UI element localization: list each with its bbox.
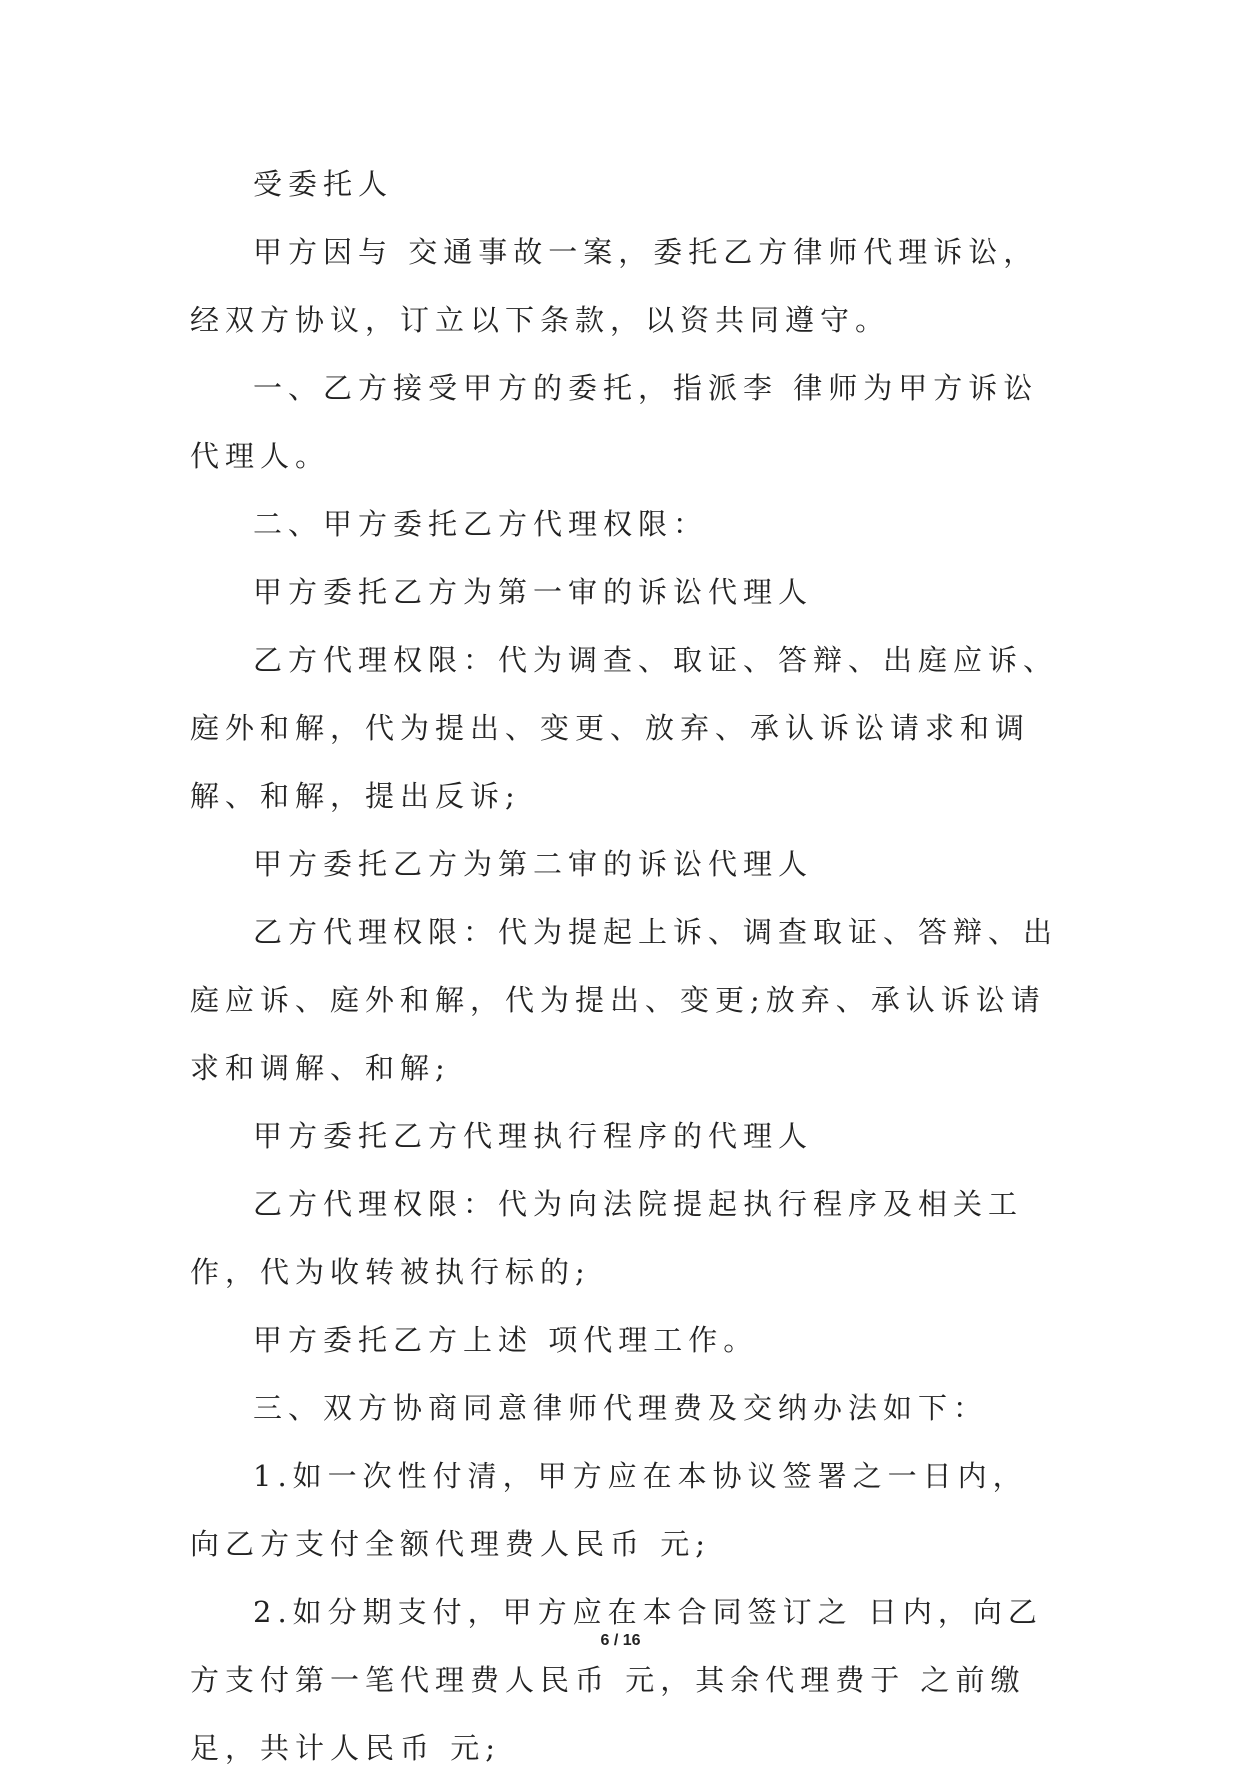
document-body [190, 150, 1060, 1782]
paragraph-clause-2-heading: 二、甲方委托乙方代理权限： [253, 507, 709, 541]
paragraph-first-instance-powers: 乙方代理权限：代为调查、取证、答辩、出庭应诉、庭外和解，代为提出、变更、放弃、承认诉讼请求和调解、和解，提出反诉; [190, 643, 1059, 813]
paragraph-scope: 甲方委托乙方上述 项代理工作。 [253, 1323, 759, 1357]
paragraph-clause-1: 一、乙方接受甲方的委托，指派李 律师为甲方诉讼代理人。 [190, 371, 1039, 473]
paragraph-execution: 甲方委托乙方代理执行程序的代理人 [253, 1119, 814, 1153]
paragraph-payment-lump-sum: 1.如一次性付清，甲方应在本协议签署之一日内，向乙方支付全额代理费人民币 元; [190, 1459, 1028, 1561]
paragraph-first-instance: 甲方委托乙方为第一审的诉讼代理人 [253, 575, 814, 609]
paragraph-payment-installment: 2.如分期支付，甲方应在本合同签订之 日内，向乙方支付第一笔代理费人民币 元，其余代理费于 之前缴足，共计人民币 元; [190, 1595, 1043, 1765]
paragraph-second-instance-powers: 乙方代理权限：代为提起上诉、调查取证、答辩、出庭应诉、庭外和解，代为提出、变更;放弃、承认诉讼请求和调解、和解; [190, 915, 1059, 1085]
paragraph-execution-powers: 乙方代理权限：代为向法院提起执行程序及相关工作，代为收转被执行标的; [190, 1187, 1024, 1289]
paragraph-clause-3-heading: 三、双方协商同意律师代理费及交纳办法如下： [253, 1391, 989, 1425]
paragraph-intro: 甲方因与 交通事故一案，委托乙方律师代理诉讼，经双方协议，订立以下条款，以资共同遵守。 [190, 235, 1039, 337]
paragraph-principal-label: 受委托人 [253, 167, 394, 201]
page-number: 6 / 16 [600, 1632, 641, 1649]
paragraph-second-instance: 甲方委托乙方为第二审的诉讼代理人 [253, 847, 814, 881]
